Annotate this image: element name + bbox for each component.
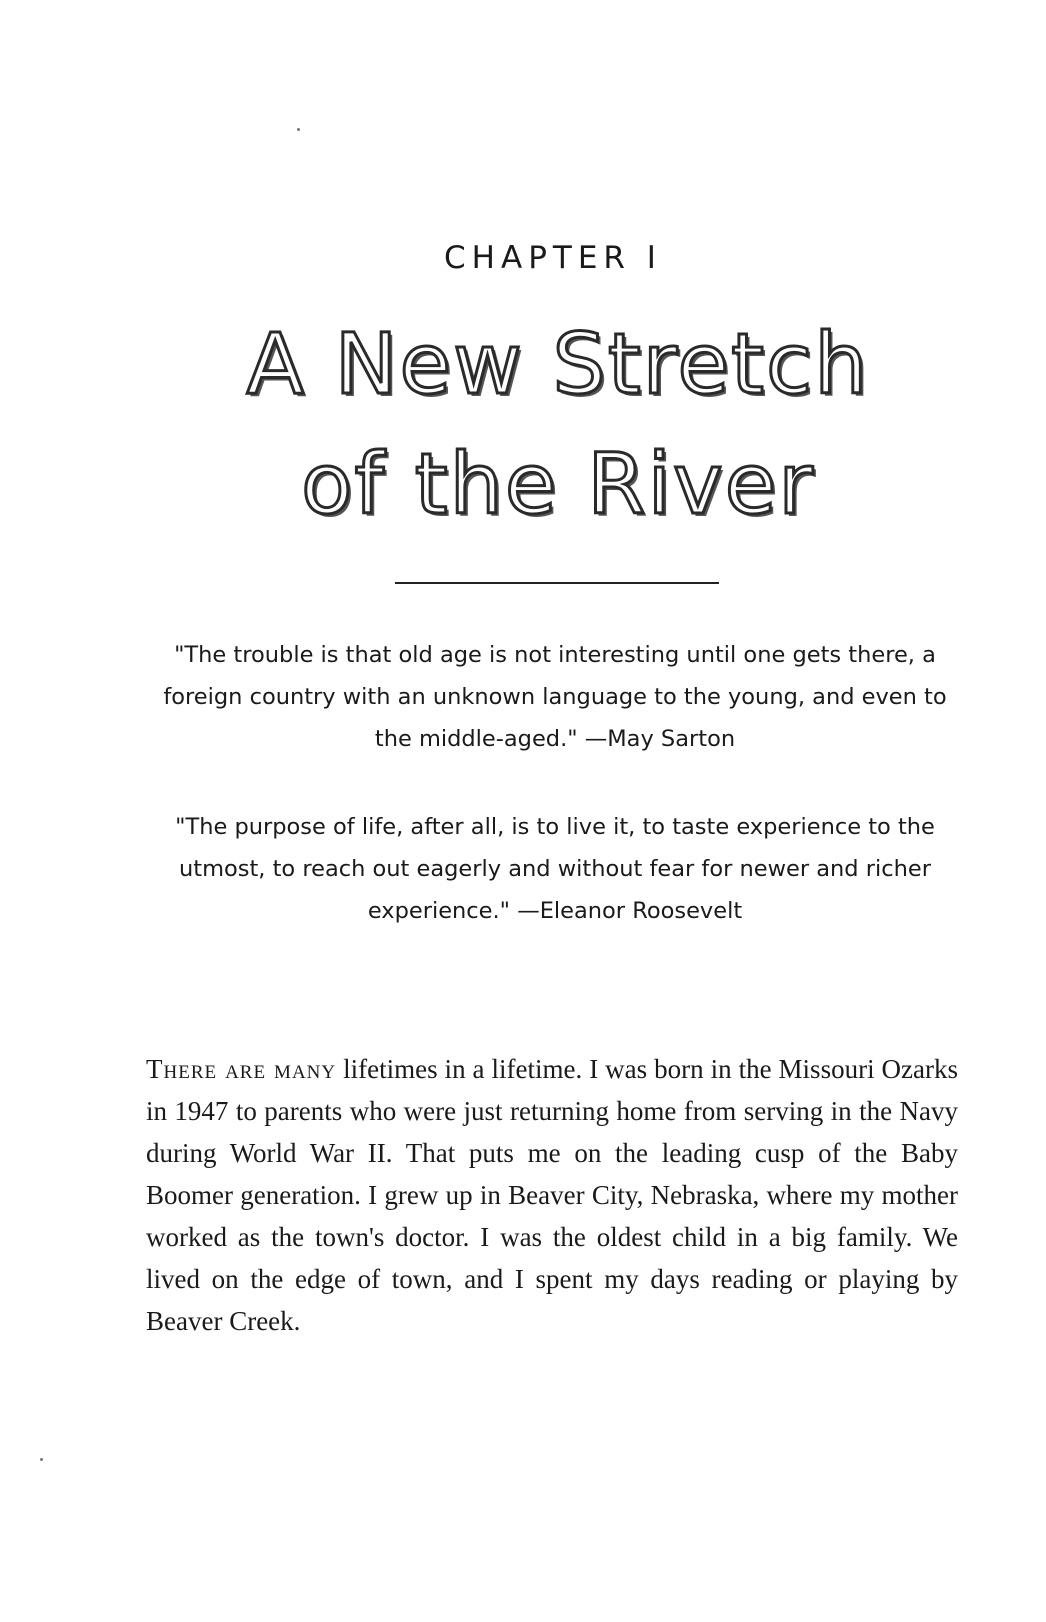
paper-speck bbox=[40, 1458, 43, 1461]
paragraph-text: lifetimes in a lifetime. I was born in the Missouri Ozarks in 1947 to parents who were just returning home from serving in the Navy during World War II. That puts me on the leading cusp of the Baby Boomer generation. I grew up in Beaver City, Nebraska, where my mother worked as the town's doctor. I was the oldest child in a big family. We lived on the edge of town, and I spent my days reading or playing by Beaver Creek. bbox=[146, 1054, 959, 1336]
chapter-label: CHAPTER I bbox=[444, 240, 662, 276]
chapter-title-line-1: A New Stretch bbox=[246, 315, 870, 413]
epigraph-attribution: —May Sarton bbox=[584, 726, 736, 752]
paper-speck bbox=[297, 128, 300, 131]
epigraph-quote: "The purpose of life, after all, is to live it, to taste experience to the utmost, to reach out eagerly and without fear for newer and richer experience." bbox=[175, 814, 935, 924]
epigraph bbox=[160, 634, 950, 760]
title-divider bbox=[395, 582, 719, 584]
chapter-title-line-2: of the River bbox=[301, 435, 815, 533]
body-paragraph bbox=[146, 1048, 958, 1342]
epigraph-attribution: —Eleanor Roosevelt bbox=[517, 898, 743, 924]
epigraph-quote: "The trouble is that old age is not interesting until one gets there, a foreign country with an unknown language to the young, and even to the middle-aged." bbox=[163, 642, 947, 752]
lead-in-small-caps: There are many bbox=[146, 1054, 337, 1084]
epigraph bbox=[160, 806, 950, 932]
